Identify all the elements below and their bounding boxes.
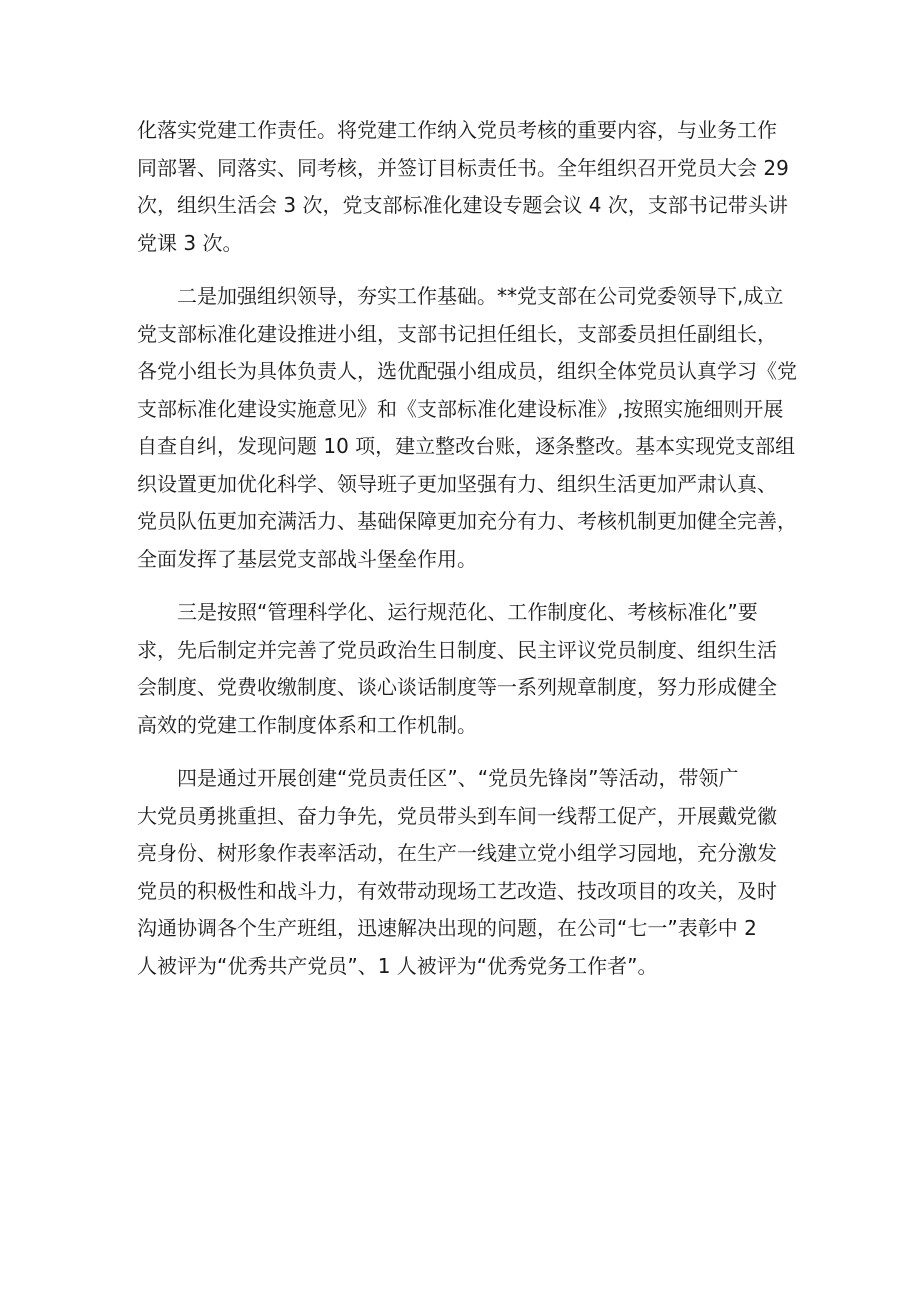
text-line: 同部署、同落实、同考核，并签订目标责任书。全年组织召开党员大会 29 bbox=[137, 155, 789, 180]
text-line: 支部标准化建设实施意见》和《支部标准化建设标准》,按照实施细则开展 bbox=[137, 396, 784, 421]
paragraph-spacer bbox=[137, 262, 797, 278]
text-line: 二是加强组织领导，夯实工作基础。**党支部在公司党委领导下,成立 bbox=[177, 284, 784, 308]
text-line: 党支部标准化建设推进小组，支部书记担任组长，支部委员担任副组长， bbox=[137, 321, 777, 346]
paragraph-4 bbox=[137, 760, 797, 985]
text-line: 高效的党建工作制度体系和工作机制。 bbox=[137, 712, 477, 737]
text-line: 会制度、党费收缴制度、谈心谈话制度等一系列规章制度，努力形成健全 bbox=[137, 675, 777, 699]
text-line: 党员队伍更加充满活力、基础保障更加充分有力、考核机制更加健全完善， bbox=[137, 509, 797, 533]
text-line: 织设置更加优化科学、领导班子更加坚强有力、组织生活更加严肃认真、 bbox=[137, 471, 777, 496]
text-line: 党课 3 次。 bbox=[137, 230, 243, 255]
paragraph-spacer bbox=[137, 578, 797, 594]
text-line: 求，先后制定并完善了党员政治生日制度、民主评议党员制度、组织生活 bbox=[137, 637, 777, 662]
text-line: 四是通过开展创建“党员责任区”、“党员先锋岗”等活动，带领广 bbox=[177, 766, 739, 790]
paragraph-1 bbox=[137, 112, 797, 262]
text-line: 亮身份、树形象作表率活动，在生产一线建立党小组学习园地，充分激发 bbox=[137, 841, 777, 865]
text-line: 各党小组长为具体负责人，选优配强小组成员，组织全体党员认真学习《党 bbox=[137, 359, 797, 383]
text-line: 大党员勇挑重担、奋力争先，党员带头到车间一线帮工促产，开展戴党徽 bbox=[137, 803, 777, 828]
text-line: 人被评为“优秀共产党员”、1 人被评为“优秀党务工作者”。 bbox=[137, 953, 658, 978]
paragraph-spacer bbox=[137, 744, 797, 760]
text-line: 次，组织生活会 3 次，党支部标准化建设专题会议 4 次，支部书记带头讲 bbox=[137, 193, 788, 217]
text-line: 三是按照“管理科学化、运行规范化、工作制度化、考核标准化”要 bbox=[177, 600, 758, 624]
text-line: 党员的积极性和战斗力，有效带动现场工艺改造、技改项目的攻关，及时 bbox=[137, 878, 777, 903]
text-line: 沟通协调各个生产班组，迅速解决出现的问题，在公司“七一”表彰中 2 bbox=[137, 916, 757, 940]
paragraph-3 bbox=[137, 594, 797, 744]
text-line: 化落实党建工作责任。将党建工作纳入党员考核的重要内容，与业务工作 bbox=[137, 118, 777, 142]
document-body bbox=[137, 112, 797, 985]
text-line: 自查自纠，发现问题 10 项，建立整改台账，逐条整改。基本实现党支部组 bbox=[137, 434, 796, 458]
text-line: 全面发挥了基层党支部战斗堡垒作用。 bbox=[137, 546, 477, 571]
paragraph-2 bbox=[137, 278, 797, 578]
